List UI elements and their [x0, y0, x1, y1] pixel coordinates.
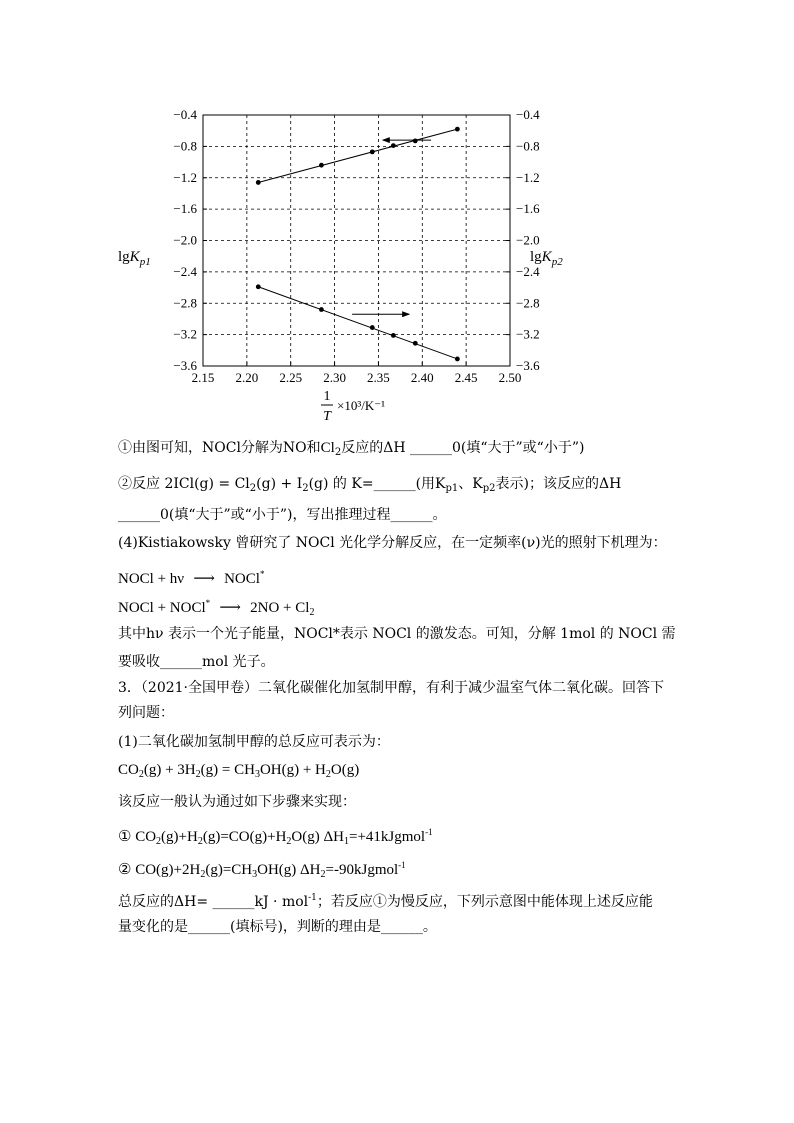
step2-d: =-90kJ [325, 862, 368, 878]
eq-d: OH(g) + H [259, 762, 326, 778]
data-point-lgKp1 [256, 284, 261, 289]
step2-c-sub: 2 [320, 869, 326, 880]
q4-explain-1: 其中hν 表示一个光子能量，NOCl*表示 NOCl 的激发态。可知，分解 1mol 的 NOCl 需 [118, 626, 676, 642]
data-point-lgKp2 [319, 163, 324, 168]
step1-a-sub: 2 [156, 836, 162, 847]
y-left-tick-label: −1.6 [173, 201, 197, 217]
final-question-line-1 [118, 888, 653, 912]
q3-line-1: 3．（2021·全国甲卷）二氧化碳催化加氢制甲醇，有利于减少温室气体二氧化碳。回答下 [118, 680, 664, 696]
eq-a: CO [118, 762, 139, 778]
y-left-axis-label-sub: p1 [139, 256, 151, 268]
question-4-intro [118, 533, 667, 553]
step1-a: ① CO [118, 829, 157, 845]
x-tick-label: 2.30 [323, 370, 346, 385]
eq-e: O(g) [330, 762, 360, 778]
y-right-tick-label: −0.8 [516, 138, 540, 154]
eq-b: (g) + 3H [143, 762, 196, 778]
data-point-lgKp1 [413, 341, 418, 346]
step2-c: OH(g) ΔH [257, 862, 321, 878]
q2-sub-1: 2 [249, 483, 257, 494]
question-1-line [118, 438, 584, 463]
y-right-tick-label: −0.4 [516, 107, 540, 122]
series-line-lgKp1 [258, 287, 457, 359]
q4-explain-2: 要吸收______mol 光子。 [118, 654, 275, 670]
data-point-lgKp1 [455, 357, 460, 362]
y-right-tick-label: −2.0 [516, 232, 540, 248]
q3-line-2: 列问题： [118, 705, 174, 721]
q2-sub-2: 2 [302, 483, 309, 494]
y-right-tick-label: −3.6 [516, 358, 540, 373]
eq-a-sub: 2 [138, 769, 144, 780]
step-2-equation [118, 855, 406, 885]
step1-c: (g)=CO(g)+H [202, 829, 287, 845]
final1-a: 总反应的ΔH= ______kJ · mol [118, 894, 309, 910]
steps-intro-text: 该反应一般认为通过如下步骤来实现： [118, 794, 356, 810]
overall-reaction-equation [118, 760, 359, 785]
x-axis-label-suffix: ×10³/K⁻¹ [337, 398, 385, 413]
data-point-lgKp1 [319, 307, 324, 312]
chart [110, 100, 610, 430]
y-left-tick-label: −0.4 [173, 107, 197, 122]
q2-kp2: p2 [482, 483, 496, 494]
y-left-axis-label-var: K [129, 249, 140, 265]
q2-mid-1: (g) + I [256, 476, 303, 492]
y-right-axis-label-main: lg [530, 249, 542, 265]
data-point-lgKp2 [256, 180, 261, 185]
question-2-line-1 [118, 474, 621, 499]
data-point-lgKp2 [391, 143, 396, 148]
q2-suffix: 表示)；该反应的ΔH [495, 476, 622, 492]
eq2-left: NOCl + NOCl [118, 600, 206, 616]
eq1-right: NOCl [224, 571, 260, 587]
question-2-line-2 [118, 505, 446, 525]
q2-mid-3: 、K [458, 476, 483, 492]
y-left-axis-label-main: lg [118, 249, 130, 265]
step1-d-sub: 1 [343, 836, 349, 847]
q1-cl-sub: 2 [334, 447, 342, 458]
x-tick-label: 2.50 [498, 370, 522, 385]
question-4-explain-1 [118, 624, 676, 644]
q1-prefix: ①由图可知，NOCl分解为NO和 [118, 440, 321, 456]
q1-suffix: 反应的ΔH ______0(填“大于”或“小于”) [341, 440, 585, 456]
step1-g: mol [401, 829, 426, 845]
q4-intro: (4)Kistiakowsky 曾研究了 NOCl 光化学分解反应，在一定频率(ν)光的照射下机理为： [118, 535, 667, 551]
step1-d: O(g) ΔH [291, 829, 344, 845]
y-left-axis-label [118, 249, 151, 268]
final-question-line-2 [118, 917, 437, 937]
data-point-lgKp1 [391, 333, 396, 338]
step1-c-sub: 2 [286, 836, 292, 847]
step2-a: ② CO(g)+2H [118, 862, 201, 878]
step2-a-sub: 2 [200, 869, 206, 880]
step2-f-sup: -1 [398, 860, 406, 870]
y-right-axis-label-var: K [541, 249, 552, 265]
q1-cl: Cl [320, 440, 335, 456]
steps-intro [118, 792, 356, 812]
y-right-tick-label: −1.2 [516, 169, 540, 185]
step-1-equation [118, 822, 433, 852]
x-axis-label-denominator: T [323, 409, 331, 424]
eq1-arrow: ⟶ [193, 571, 215, 587]
eq2-sub: 2 [309, 607, 315, 618]
y-right-tick-label: −2.4 [516, 263, 540, 279]
eq2-right: 2NO + Cl [250, 600, 310, 616]
final1-sup: -1 [308, 893, 317, 903]
y-left-tick-label: −2.0 [173, 232, 197, 248]
q2-line-2: ______0(填“大于”或“小于”)，写出推理过程______。 [118, 507, 447, 523]
series-line-lgKp2 [258, 129, 457, 182]
x-tick-label: 2.15 [191, 370, 215, 385]
eq-d-sub: 2 [325, 769, 331, 780]
question-3-sub-1 [118, 732, 390, 752]
step2-e: g [367, 862, 375, 878]
final1-b: ；若反应①为慢反应，下列示意图中能体现上述反应能 [316, 894, 653, 910]
question-3-line-1 [118, 678, 664, 698]
x-tick-label: 2.20 [235, 370, 259, 385]
final2: 量变化的是______(填标号)，判断的理由是______。 [118, 919, 437, 935]
eq-c-sub: 3 [254, 769, 260, 780]
eq-c: (g) = CH [200, 762, 255, 778]
q3-sub-1: (1)二氧化碳加氢制甲醇的总反应可表示为： [118, 734, 390, 750]
y-left-tick-label: −3.6 [173, 358, 197, 373]
step2-f: mol [374, 862, 399, 878]
question-3-line-2 [118, 703, 174, 723]
data-point-lgKp2 [455, 127, 460, 132]
step1-e: =+41kJ [348, 829, 395, 845]
step1-f: g [394, 829, 402, 845]
question-4-explain-2 [118, 652, 275, 672]
y-right-tick-label: −1.6 [516, 201, 540, 217]
step2-b-sub: 3 [252, 869, 258, 880]
chart-svg [110, 100, 610, 430]
q2-prefix: ②反应 2ICl(g) = Cl [118, 476, 250, 492]
data-point-lgKp2 [370, 149, 375, 154]
y-right-axis-label-sub: p2 [551, 256, 563, 268]
step1-b-sub: 2 [197, 836, 203, 847]
mechanism-equation-1 [118, 564, 264, 589]
eq1-star: * [259, 569, 265, 579]
data-point-lgKp2 [413, 138, 418, 143]
y-left-tick-label: −0.8 [173, 138, 197, 154]
y-left-tick-label: −2.8 [173, 295, 197, 311]
mechanism-equation-2 [118, 593, 314, 623]
y-right-tick-label: −3.2 [516, 326, 540, 342]
step1-g-sup: -1 [425, 827, 433, 837]
x-tick-label: 2.40 [410, 370, 434, 385]
y-left-tick-label: −3.2 [173, 326, 197, 342]
x-tick-label: 2.35 [367, 370, 390, 385]
step1-b: (g)+H [161, 829, 198, 845]
y-left-tick-label: −1.2 [173, 169, 197, 185]
y-right-tick-label: −2.8 [516, 295, 540, 311]
eq1-left: NOCl + hν [118, 571, 185, 587]
x-axis-label-numerator: 1 [323, 389, 331, 404]
x-tick-label: 2.45 [454, 370, 478, 385]
q2-mid-2: (g) 的 K=______(用K [308, 476, 446, 492]
y-left-tick-label: −2.4 [173, 263, 197, 279]
data-point-lgKp1 [370, 325, 375, 330]
eq2-star: * [205, 598, 211, 608]
eq2-arrow: ⟶ [219, 600, 241, 616]
step2-b: (g)=CH [205, 862, 253, 878]
eq-b-sub: 2 [195, 769, 201, 780]
q2-kp1: p1 [445, 483, 459, 494]
x-tick-label: 2.25 [279, 370, 303, 385]
